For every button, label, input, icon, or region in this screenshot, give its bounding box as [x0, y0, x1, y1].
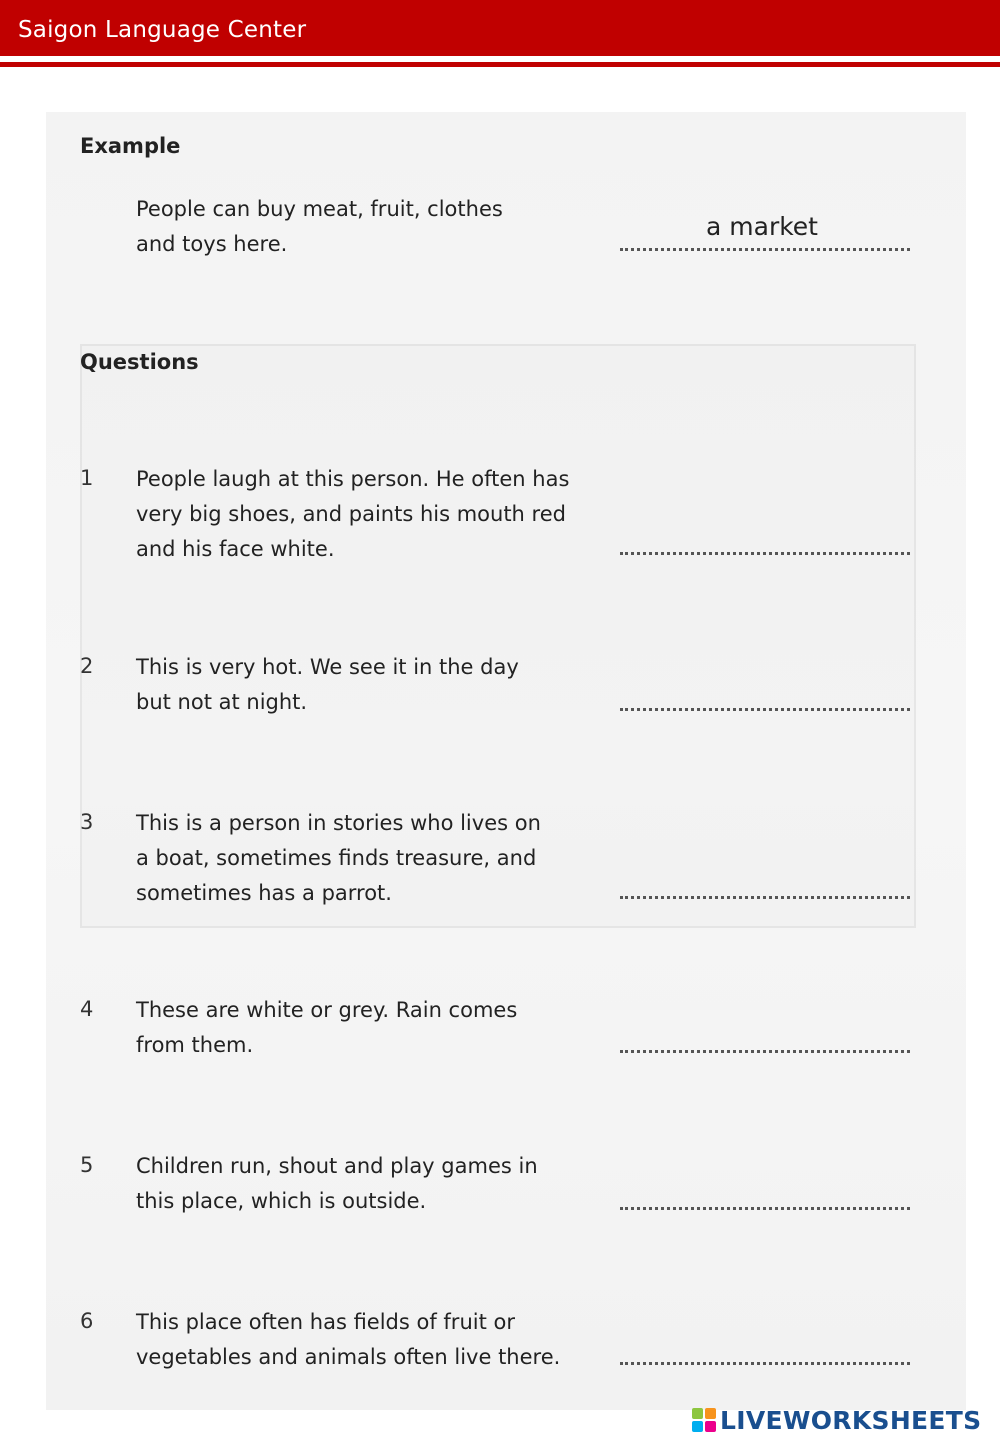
liveworksheets-icon: [692, 1408, 716, 1432]
question-line: from them.: [136, 1033, 254, 1057]
question-line: Children run, shout and play games in: [136, 1154, 538, 1178]
question-line: sometimes has a parrot.: [136, 881, 392, 905]
question-line: but not at night.: [136, 690, 308, 714]
example-text: [136, 192, 606, 262]
header-title: Saigon Language Center: [18, 17, 307, 43]
question-line: and his face white.: [136, 537, 335, 561]
question-number: 6: [80, 1309, 94, 1333]
question-text: [136, 993, 606, 1063]
example-line: People can buy meat, fruit, clothes: [136, 197, 503, 221]
question-line: vegetables and animals often live there.: [136, 1345, 561, 1369]
question-number: 5: [80, 1153, 94, 1177]
question-number: 3: [80, 810, 94, 834]
question-line: People laugh at this person. He often has: [136, 467, 570, 491]
question-line: This is very hot. We see it in the day: [136, 655, 519, 679]
example-heading: Example: [80, 134, 181, 158]
answer-field-5[interactable]: [620, 1207, 910, 1210]
example-line: and toys here.: [136, 232, 288, 256]
question-number: 2: [80, 654, 94, 678]
question-number: 1: [80, 466, 94, 490]
question-line: These are white or grey. Rain comes: [136, 998, 518, 1022]
question-text: [136, 650, 606, 720]
question-text: [136, 462, 606, 567]
question-line: This place often has fields of fruit or: [136, 1310, 515, 1334]
question-line: This is a person in stories who lives on: [136, 811, 541, 835]
brand-name: LIVEWORKSHEETS: [720, 1405, 982, 1435]
answer-field-1[interactable]: [620, 552, 910, 555]
answer-field-4[interactable]: [620, 1050, 910, 1053]
questions-heading: Questions: [80, 350, 199, 374]
question-text: [136, 806, 606, 911]
question-text: [136, 1149, 606, 1219]
question-line: a boat, sometimes finds treasure, and: [136, 846, 537, 870]
question-number: 4: [80, 997, 94, 1021]
example-answer-line: [620, 248, 910, 251]
header-rule: [0, 62, 1000, 67]
answer-field-3[interactable]: [620, 896, 910, 899]
answer-field-6[interactable]: [620, 1362, 910, 1365]
question-line: this place, which is outside.: [136, 1189, 427, 1213]
header-bar: [0, 0, 1000, 56]
question-text: [136, 1305, 606, 1375]
example-answer: a market: [706, 212, 818, 241]
liveworksheets-logo: [692, 1404, 981, 1436]
answer-field-2[interactable]: [620, 708, 910, 711]
question-line: very big shoes, and paints his mouth red: [136, 502, 566, 526]
